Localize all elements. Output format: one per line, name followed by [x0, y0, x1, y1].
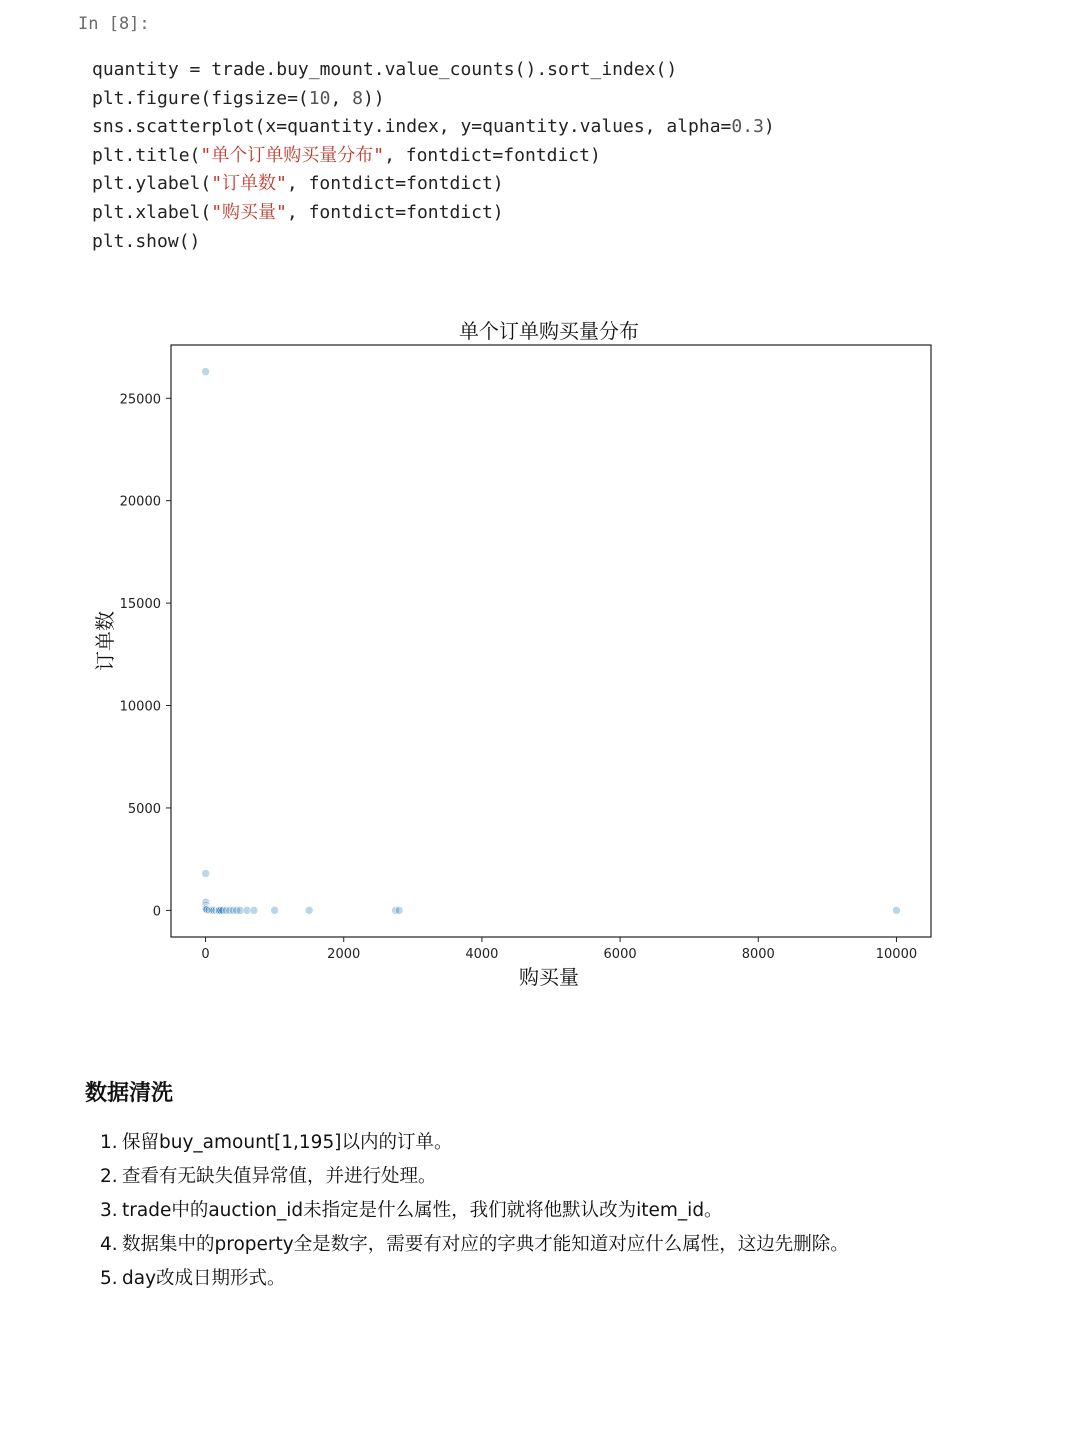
code-line — [92, 113, 775, 142]
list-item-text: day改成日期形式。 — [122, 1268, 286, 1289]
x-tick-label: 6000 — [603, 947, 637, 962]
x-tick-label: 0 — [201, 947, 210, 962]
y-tick-label: 20000 — [119, 494, 161, 510]
list-item-number: 3. — [100, 1200, 118, 1221]
cell-prompt: In [8]: — [78, 14, 150, 34]
code-line — [92, 228, 775, 257]
code-token: "单个订单购买量分布" — [200, 144, 385, 166]
code-token: plt.show() — [92, 230, 201, 252]
code-token: quantity = trade.buy_mount.value_counts().sort_index() — [92, 59, 678, 80]
code-token: , — [330, 87, 353, 109]
list-item-text: trade中的auction_id未指定是什么属性，我们就将他默认改为item_id。 — [122, 1200, 723, 1221]
code-token: ) — [763, 116, 775, 138]
code-token: 0.3 — [731, 116, 764, 138]
section-heading: 数据清洗 — [85, 1081, 174, 1106]
list-item-number: 2. — [100, 1166, 118, 1187]
x-axis-label: 购买量 — [519, 965, 579, 989]
cleaning-steps-list — [100, 1126, 849, 1296]
y-axis-ticks — [120, 392, 171, 919]
scatter-point — [892, 906, 900, 914]
scatter-point — [271, 906, 279, 914]
scatter-point — [250, 906, 258, 914]
y-tick-label: 5000 — [127, 801, 161, 817]
list-item-text: 查看有无缺失值异常值，并进行处理。 — [122, 1166, 437, 1187]
code-line — [92, 85, 775, 114]
y-tick-label: 15000 — [119, 597, 161, 613]
code-token: 10 — [308, 87, 331, 109]
code-token: "购买量" — [211, 201, 287, 223]
code-token: , fontdict=fontdict) — [286, 201, 504, 223]
x-tick-label: 8000 — [741, 947, 775, 962]
list-item — [100, 1160, 849, 1194]
scatter-point — [202, 869, 210, 877]
x-tick-label: 4000 — [465, 947, 499, 962]
list-item-number: 5. — [100, 1268, 118, 1289]
list-item-number: 4. — [100, 1234, 118, 1255]
y-tick-label: 0 — [152, 904, 161, 920]
code-token: "订单数" — [211, 173, 287, 195]
code-token: plt.figure(figsize=( — [92, 87, 309, 109]
list-item-number: 1. — [100, 1132, 118, 1153]
code-line — [92, 199, 775, 228]
list-item — [100, 1262, 849, 1296]
code-line — [92, 142, 775, 171]
x-tick-label: 2000 — [327, 947, 361, 962]
code-token: plt.ylabel( — [92, 173, 212, 195]
code-cell[interactable] — [92, 56, 775, 256]
code-token: plt.xlabel( — [92, 201, 212, 223]
chart-title: 单个订单购买量分布 — [459, 319, 639, 343]
x-axis-ticks — [201, 937, 917, 962]
y-tick-label: 10000 — [119, 699, 161, 715]
list-item-text: 数据集中的property全是数字，需要有对应的字典才能知道对应什么属性，这边先删除。 — [122, 1234, 849, 1255]
scatter-figure — [0, 300, 1080, 1020]
x-tick-label: 10000 — [875, 947, 918, 962]
code-token: 8 — [352, 87, 363, 109]
y-axis-label: 订单数 — [93, 611, 117, 671]
code-token: sns.scatterplot(x=quantity.index, y=quantity.values, alpha= — [92, 116, 732, 138]
code-token: )) — [362, 87, 385, 109]
code-token: , fontdict=fontdict) — [384, 144, 601, 166]
plot-frame — [171, 345, 931, 937]
list-item — [100, 1228, 849, 1262]
code-token: , fontdict=fontdict) — [286, 173, 504, 195]
scatter-chart — [0, 300, 1080, 1020]
code-line — [92, 56, 775, 85]
list-item — [100, 1126, 849, 1160]
list-item-text: 保留buy_amount[1,195]以内的订单。 — [122, 1132, 453, 1153]
list-item — [100, 1194, 849, 1228]
scatter-point — [305, 906, 313, 914]
scatter-point — [395, 906, 403, 914]
scatter-points — [202, 368, 901, 915]
scatter-point — [202, 368, 210, 376]
code-token: plt.title( — [92, 144, 201, 166]
code-line — [92, 170, 775, 199]
y-tick-label: 25000 — [119, 392, 161, 408]
